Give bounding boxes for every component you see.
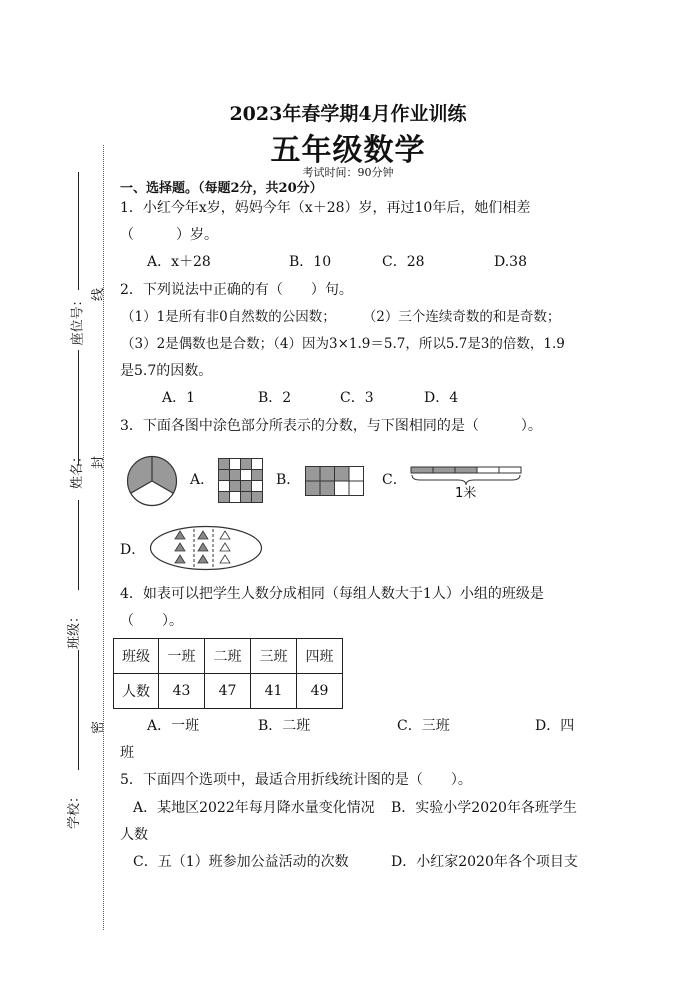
q2-option-d: D．4 bbox=[424, 390, 459, 406]
page-subtitle: 五年级数学 bbox=[270, 133, 426, 168]
table-cell: 班级 bbox=[114, 639, 159, 674]
q5-stem: 5．下面四个选项中，最适合用折线统计图的是（ ）。 bbox=[120, 772, 472, 788]
seal-char-seal: 封 bbox=[91, 455, 107, 470]
table-cell: 49 bbox=[297, 674, 343, 709]
q4-option-d: D．四 bbox=[535, 718, 575, 734]
q4-option-c: C．三班 bbox=[397, 718, 450, 734]
q3-label-b: B． bbox=[276, 472, 301, 488]
table-cell: 二班 bbox=[205, 639, 251, 674]
triangle-ellipse-figure-d bbox=[149, 525, 263, 571]
q2-option-c: C．3 bbox=[340, 390, 374, 406]
q4-option-a: A．一班 bbox=[147, 718, 200, 734]
q4-stem-line1: 4．如表可以把学生人数分成相同（每组人数大于1人）小组的班级是 bbox=[120, 586, 544, 602]
q5-option-d: D．小红家2020年各个项目支 bbox=[391, 854, 578, 870]
class-underline bbox=[78, 500, 79, 590]
q2-line3: 是5.7的因数。 bbox=[120, 363, 213, 379]
q1-option-b: B．10 bbox=[289, 254, 332, 270]
table-cell: 三班 bbox=[251, 639, 297, 674]
q2-option-a: A．1 bbox=[162, 390, 196, 406]
q2-line1: （1）1是所有非0自然数的公因数； （2）三个连续奇数的和是奇数； bbox=[121, 309, 561, 325]
table-cell: 47 bbox=[205, 674, 251, 709]
seat-label: 座位号： bbox=[70, 293, 86, 346]
q5-option-c: C．五（1）班参加公益活动的次数 bbox=[133, 854, 349, 870]
reference-circle-figure bbox=[126, 455, 178, 507]
q1-stem-line2: （ ）岁。 bbox=[120, 227, 218, 243]
table-cell: 人数 bbox=[114, 674, 159, 709]
q1-stem-line1: 1．小红今年x岁，妈妈今年（x＋28）岁，再过10年后，她们相差 bbox=[120, 200, 531, 216]
q1-option-a: A．x＋28 bbox=[147, 254, 211, 270]
table-cell: 41 bbox=[251, 674, 297, 709]
grid-figure-b bbox=[305, 466, 365, 496]
table-row bbox=[114, 674, 343, 709]
q4-option-d-wrap: 班 bbox=[120, 745, 134, 761]
q4-stem-line2: （ ）。 bbox=[120, 613, 183, 629]
q2-line2: （3）2是偶数也是合数；（4）因为3×1.9＝5.7，所以5.7是3的倍数，1.9 bbox=[121, 336, 565, 352]
q5-option-b: B．实验小学2020年各班学生 bbox=[391, 800, 577, 816]
q1-option-c: C．28 bbox=[382, 254, 425, 270]
school-label: 学校： bbox=[67, 789, 83, 830]
seat-underline bbox=[78, 172, 79, 290]
q5-option-a: A．某地区2022年每月降水量变化情况 bbox=[133, 800, 375, 816]
class-label: 班级： bbox=[67, 609, 83, 650]
q2-stem: 2．下列说法中正确的有（ ）句。 bbox=[120, 282, 353, 298]
seal-char-line: 线 bbox=[91, 287, 107, 302]
q3-label-a: A． bbox=[190, 472, 215, 488]
table-header-row bbox=[114, 639, 343, 674]
q3-label-d: D． bbox=[120, 542, 146, 558]
page-title: 2023年春学期4月作业训练 bbox=[229, 103, 467, 125]
table-cell: 43 bbox=[159, 674, 205, 709]
section-heading: 一、选择题。（每题2分，共20分） bbox=[120, 181, 323, 196]
meter-label: 1米 bbox=[455, 486, 477, 501]
seal-char-secret: 密 bbox=[91, 720, 107, 735]
q3-stem: 3．下面各图中涂色部分所表示的分数，与下图相同的是（ ）。 bbox=[120, 418, 542, 434]
table-cell: 四班 bbox=[297, 639, 343, 674]
q3-label-c: C． bbox=[382, 472, 407, 488]
q2-option-b: B．2 bbox=[258, 390, 292, 406]
class-count-table bbox=[113, 638, 343, 709]
binding-dotted-line bbox=[103, 145, 104, 930]
table-cell: 一班 bbox=[159, 639, 205, 674]
q4-option-b: B．二班 bbox=[258, 718, 311, 734]
grid-figure-a bbox=[218, 458, 263, 503]
exam-time: 考试时间：90分钟 bbox=[302, 166, 394, 179]
name-underline bbox=[78, 350, 79, 465]
q1-option-d: D.38 bbox=[494, 254, 527, 270]
q5-option-b-wrap: 人数 bbox=[120, 827, 148, 843]
school-underline bbox=[78, 650, 79, 770]
name-label: 姓名： bbox=[70, 449, 86, 490]
